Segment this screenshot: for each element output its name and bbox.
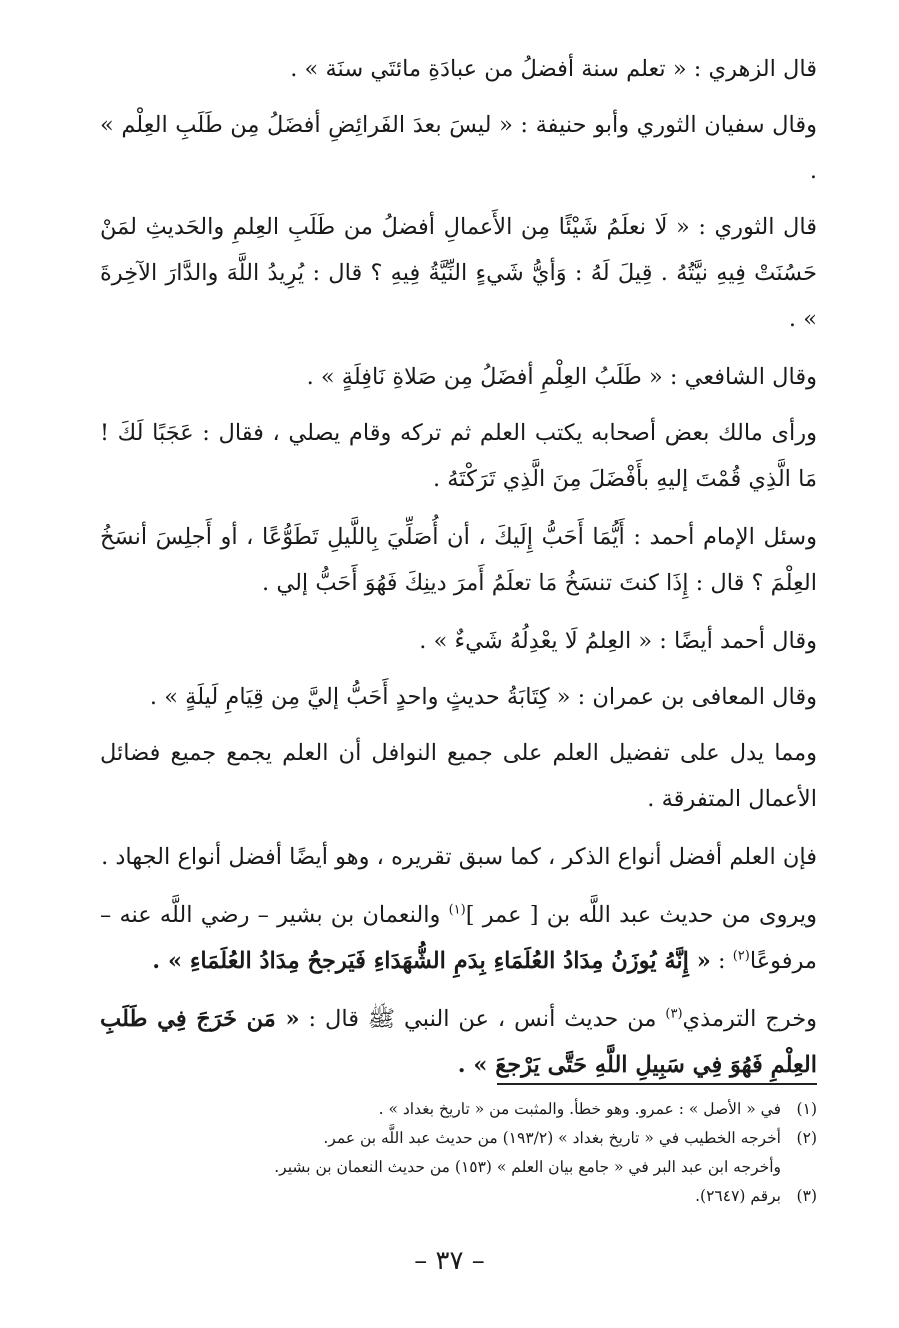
footnote-number: (٢) [796,1129,817,1147]
paragraph-malik: ورأى مالك بعض أصحابه يكتب العلم ثم تركه وقام يصلي ، فقال : عَجَبًا لَكَ ! مَا الَّذِي قُمْتَ إليهِ بأَفْضَلَ مِنَ الَّذِي تَرَكْتَهُ . [100,420,817,492]
footnote-number: (١) [796,1100,817,1118]
paragraph-shafii: وقال الشافعي : « طَلَبُ العِلْمِ أفضَلُ مِن صَلاةِ نَافِلَةٍ » . [306,364,817,390]
paragraph-muafa: وقال المعافى بن عمران : « كِتَابَةُ حديثٍ واحدٍ أَحَبُّ إليَّ مِن قِيَامِ لَيلَةٍ » . [149,684,817,710]
paragraph-ahmad-question: وسئل الإمام أحمد : أَيُّمَا أَحَبُّ إِلَيكَ ، أن أُصَلِّيَ بِاللَّيلِ تَطَوُّعًا ، أو أَجلِسَ أنسَخُ العِلْمَ ؟ قال : إِذَا كنتَ تنسَخُ مَا تعلَمُ أَمرَ دينِكَ فَهُوَ أَحَبُّ إلي . [100,524,817,596]
page-number: – ٣٧ – [414,1246,485,1276]
footnote-2 [100,1124,817,1153]
footnote-text: برقم (٢٦٤٧). [695,1187,781,1205]
paragraph-ahmad-ilm: وقال أحمد أيضًا : « العِلمُ لَا يعْدِلُهُ شَيءٌ » . [419,628,817,654]
text-segment: : [710,948,733,974]
hadith-quote: « إِنَّهُ يُوزَنُ مِدَادُ العُلَمَاءِ بِدَمِ الشُّهَدَاءِ فَيَرجحُ مِدَادُ العُلَمَاءِ » . [152,948,711,974]
text-segment: وخرج الترمذي [682,1006,817,1032]
footnote-ref-2[interactable]: (٢) [732,948,750,964]
footnote-ref-3[interactable]: (٣) [665,1006,683,1022]
footnote-divider [497,1083,817,1085]
paragraph-thawri: قال الثوري : « لَا نعلَمُ شَيْئًا مِن الأَعمالِ أفضلُ من طَلَبِ العِلمِ والحَديثِ لمَنْ حَسُنَتْ فِيهِ نيَّتُهُ . قِيلَ لَهُ : وَأيُّ شَيءٍ النِّيَّةُ فِيهِ ؟ قال : يُرِيدُ اللَّهَ والدَّارَ الآخِرةَ » . [100,214,817,332]
paragraph-dhikr-jihad: فإن العلم أفضل أنواع الذكر ، كما سبق تقريره ، وهو أيضًا أفضل أنواع الجهاد . [101,844,817,870]
main-text [100,46,817,1100]
text-segment: والنعمان بن بشير – رضي اللَّه عنه – مرفوعًا [100,902,817,974]
paragraph-zuhri: قال الزهري : « تعلم سنة أفضلُ من عبادَةِ مائتَي سنَة » . [290,56,817,82]
footnote-text: أخرجه الخطيب في « تاريخ بغداد » (١٩٣/٢) من حديث عبد اللَّه بن عمر. [323,1129,781,1147]
footnote-number: (٣) [796,1187,817,1205]
footnotes [100,1095,817,1211]
footnote-text: في « الأصل » : عمرو. وهو خطأ. والمثبت من « تاريخ بغداد » . [378,1100,781,1118]
paragraph-sufyan-abu-hanifa: وقال سفيان الثوري وأبو حنيفة : « ليسَ بعدَ الفَرائِضِ أفضَلُ مِن طَلَبِ العِلْم » . [100,112,817,184]
paragraph-tirmidhi [100,996,817,1088]
footnote-2-continuation [100,1153,817,1182]
footnote-3 [100,1182,817,1211]
text-segment: ويروى من حديث عبد اللَّه بن [ عمر ] [465,902,817,928]
footnote-ref-1[interactable]: (١) [448,902,466,918]
paragraph-nawafil: ومما يدل على تفضيل العلم على جميع النوافل أن العلم يجمع جميع فضائل الأعمال المتفرقة . [100,740,817,812]
hadith-quote: « مَن خَرَجَ فِي طَلَبِ العِلْمِ فَهُوَ فِي سَبِيلِ اللَّهِ حَتَّى يَرْجعَ » . [100,1006,817,1078]
paragraph-hadith-ink [100,892,817,984]
footnote-1 [100,1095,817,1124]
text-segment: من حديث أنس ، عن النبي ﷺ قال : [299,1006,666,1032]
footnote-text: وأخرجه ابن عبد البر في « جامع بيان العلم » (١٥٣) من حديث النعمان بن بشير. [274,1158,781,1176]
